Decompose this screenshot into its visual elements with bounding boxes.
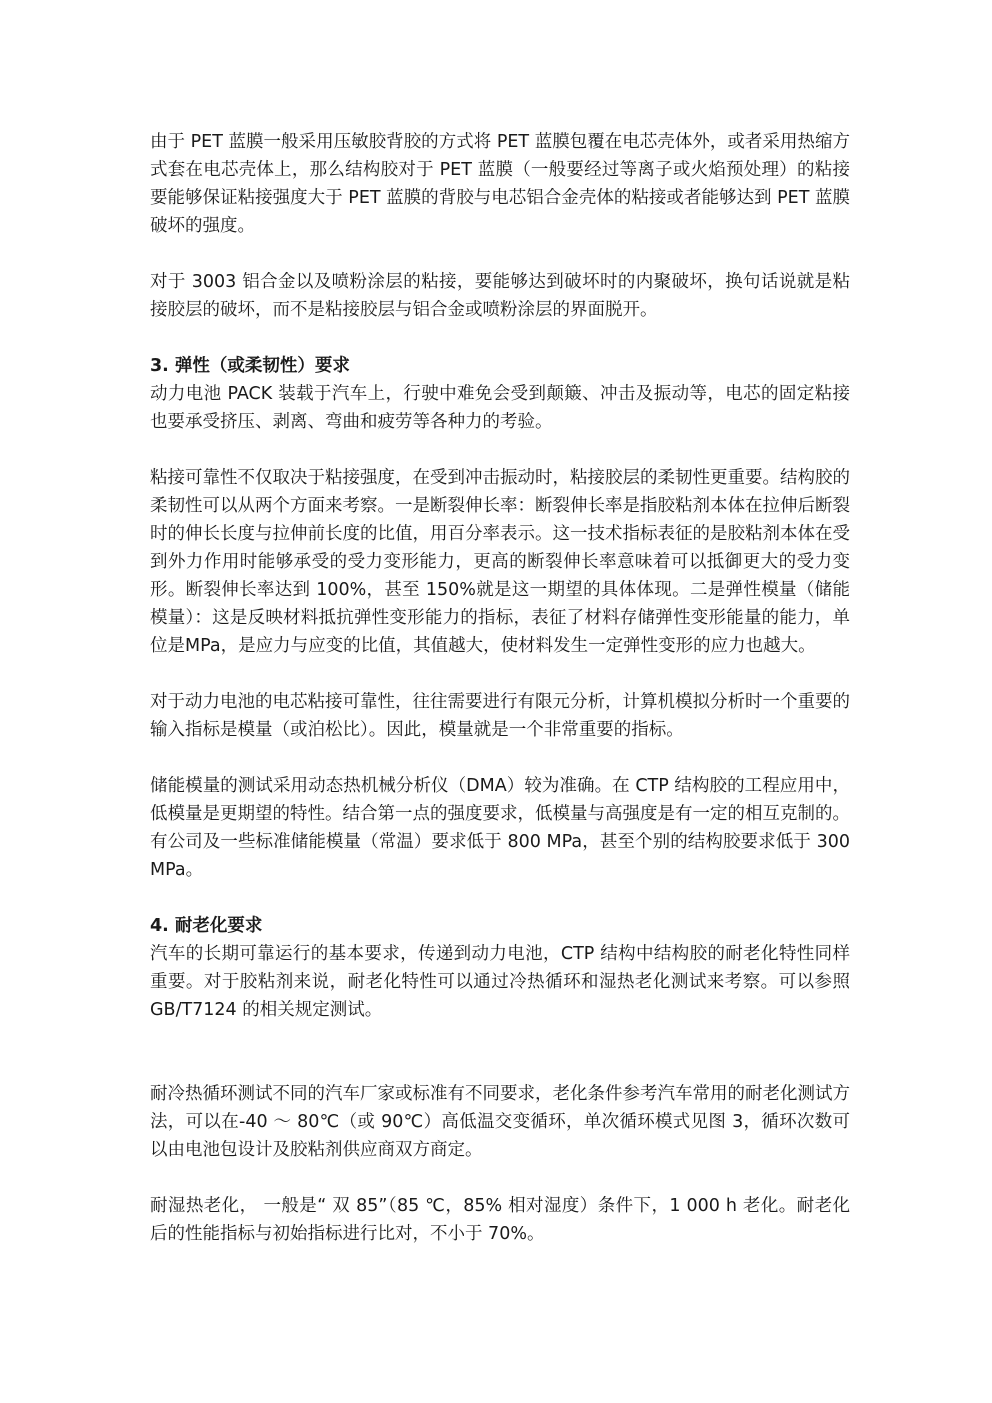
paragraph-aging-intro: 汽车的长期可靠运行的基本要求，传递到动力电池，CTP 结构中结构胶的耐老化特性同样重要。对于胶粘剂来说，耐老化特性可以通过冷热循环和湿热老化测试来考察。可以参照 GB/T7124 的相关规定测试。 [150, 944, 850, 1020]
section-heading-elasticity: 3. 弹性（或柔韧性）要求 [150, 356, 350, 376]
paragraph-fea-modulus: 对于动力电池的电芯粘接可靠性，往往需要进行有限元分析，计算机模拟分析时一个重要的输入指标是模量（或泊松比）。因此，模量就是一个非常重要的指标。 [150, 692, 850, 740]
paragraph-thermal-cycle: 耐冷热循环测试不同的汽车厂家或标准有不同要求，老化条件参考汽车常用的耐老化测试方法，可以在-40 ～ 80℃（或 90℃）高低温交变循环，单次循环模式见图 3，循环次数可以由电池包设计及胶粘剂供应商双方商定。 [150, 1084, 850, 1160]
paragraph-pack-loads: 动力电池 PACK 装载于汽车上，行驶中难免会受到颠簸、冲击及振动等，电芯的固定粘接也要承受挤压、剥离、弯曲和疲劳等各种力的考验。 [150, 384, 850, 432]
paragraph-dma-test: 储能模量的测试采用动态热机械分析仪（DMA）较为准确。在 CTP 结构胶的工程应用中，低模量是更期望的特性。结合第一点的强度要求，低模量与高强度是有一定的相互克制的。有公司及一些标准储能模量（常温）要求低于 800 MPa，甚至个别的结构胶要求低于 300 MPa。 [150, 776, 850, 880]
paragraph-aluminum-bonding: 对于 3003 铝合金以及喷粉涂层的粘接，要能够达到破坏时的内聚破坏，换句话说就是粘接胶层的破坏，而不是粘接胶层与铝合金或喷粉涂层的界面脱开。 [150, 272, 850, 320]
paragraph-pet-film-bonding: 由于 PET 蓝膜一般采用压敏胶背胶的方式将 PET 蓝膜包覆在电芯壳体外，或者采用热缩方式套在电芯壳体上，那么结构胶对于 PET 蓝膜（一般要经过等离子或火焰预处理）的粘接要能够保证粘接强度大于 PET 蓝膜的背胶与电芯铝合金壳体的粘接或者能够达到 PET 蓝膜破坏的强度。 [150, 132, 850, 236]
document-page [150, 128, 850, 1248]
paragraph-flexibility: 粘接可靠性不仅取决于粘接强度，在受到冲击振动时，粘接胶层的柔韧性更重要。结构胶的柔韧性可以从两个方面来考察。一是断裂伸长率：断裂伸长率是指胶粘剂本体在拉伸后断裂时的伸长长度与拉伸前长度的比值，用百分率表示。这一技术指标表征的是胶粘剂本体在受到外力作用时能够承受的受力变形能力，更高的断裂伸长率意味着可以抵御更大的受力变形。断裂伸长率达到 100%，甚至 150%就是这一期望的具体体现。二是弹性模量（储能模量）：这是反映材料抵抗弹性变形能力的指标，表征了材料存储弹性变形能量的能力，单位是MPa，是应力与应变的比值，其值越大，使材料发生一定弹性变形的应力也越大。 [150, 468, 850, 656]
section-heading-aging: 4. 耐老化要求 [150, 916, 263, 936]
paragraph-damp-heat: 耐湿热老化， 一般是“ 双 85”（85 ℃，85% 相对湿度）条件下，1 000 h 老化。耐老化后的性能指标与初始指标进行比对，不小于 70%。 [150, 1196, 850, 1244]
